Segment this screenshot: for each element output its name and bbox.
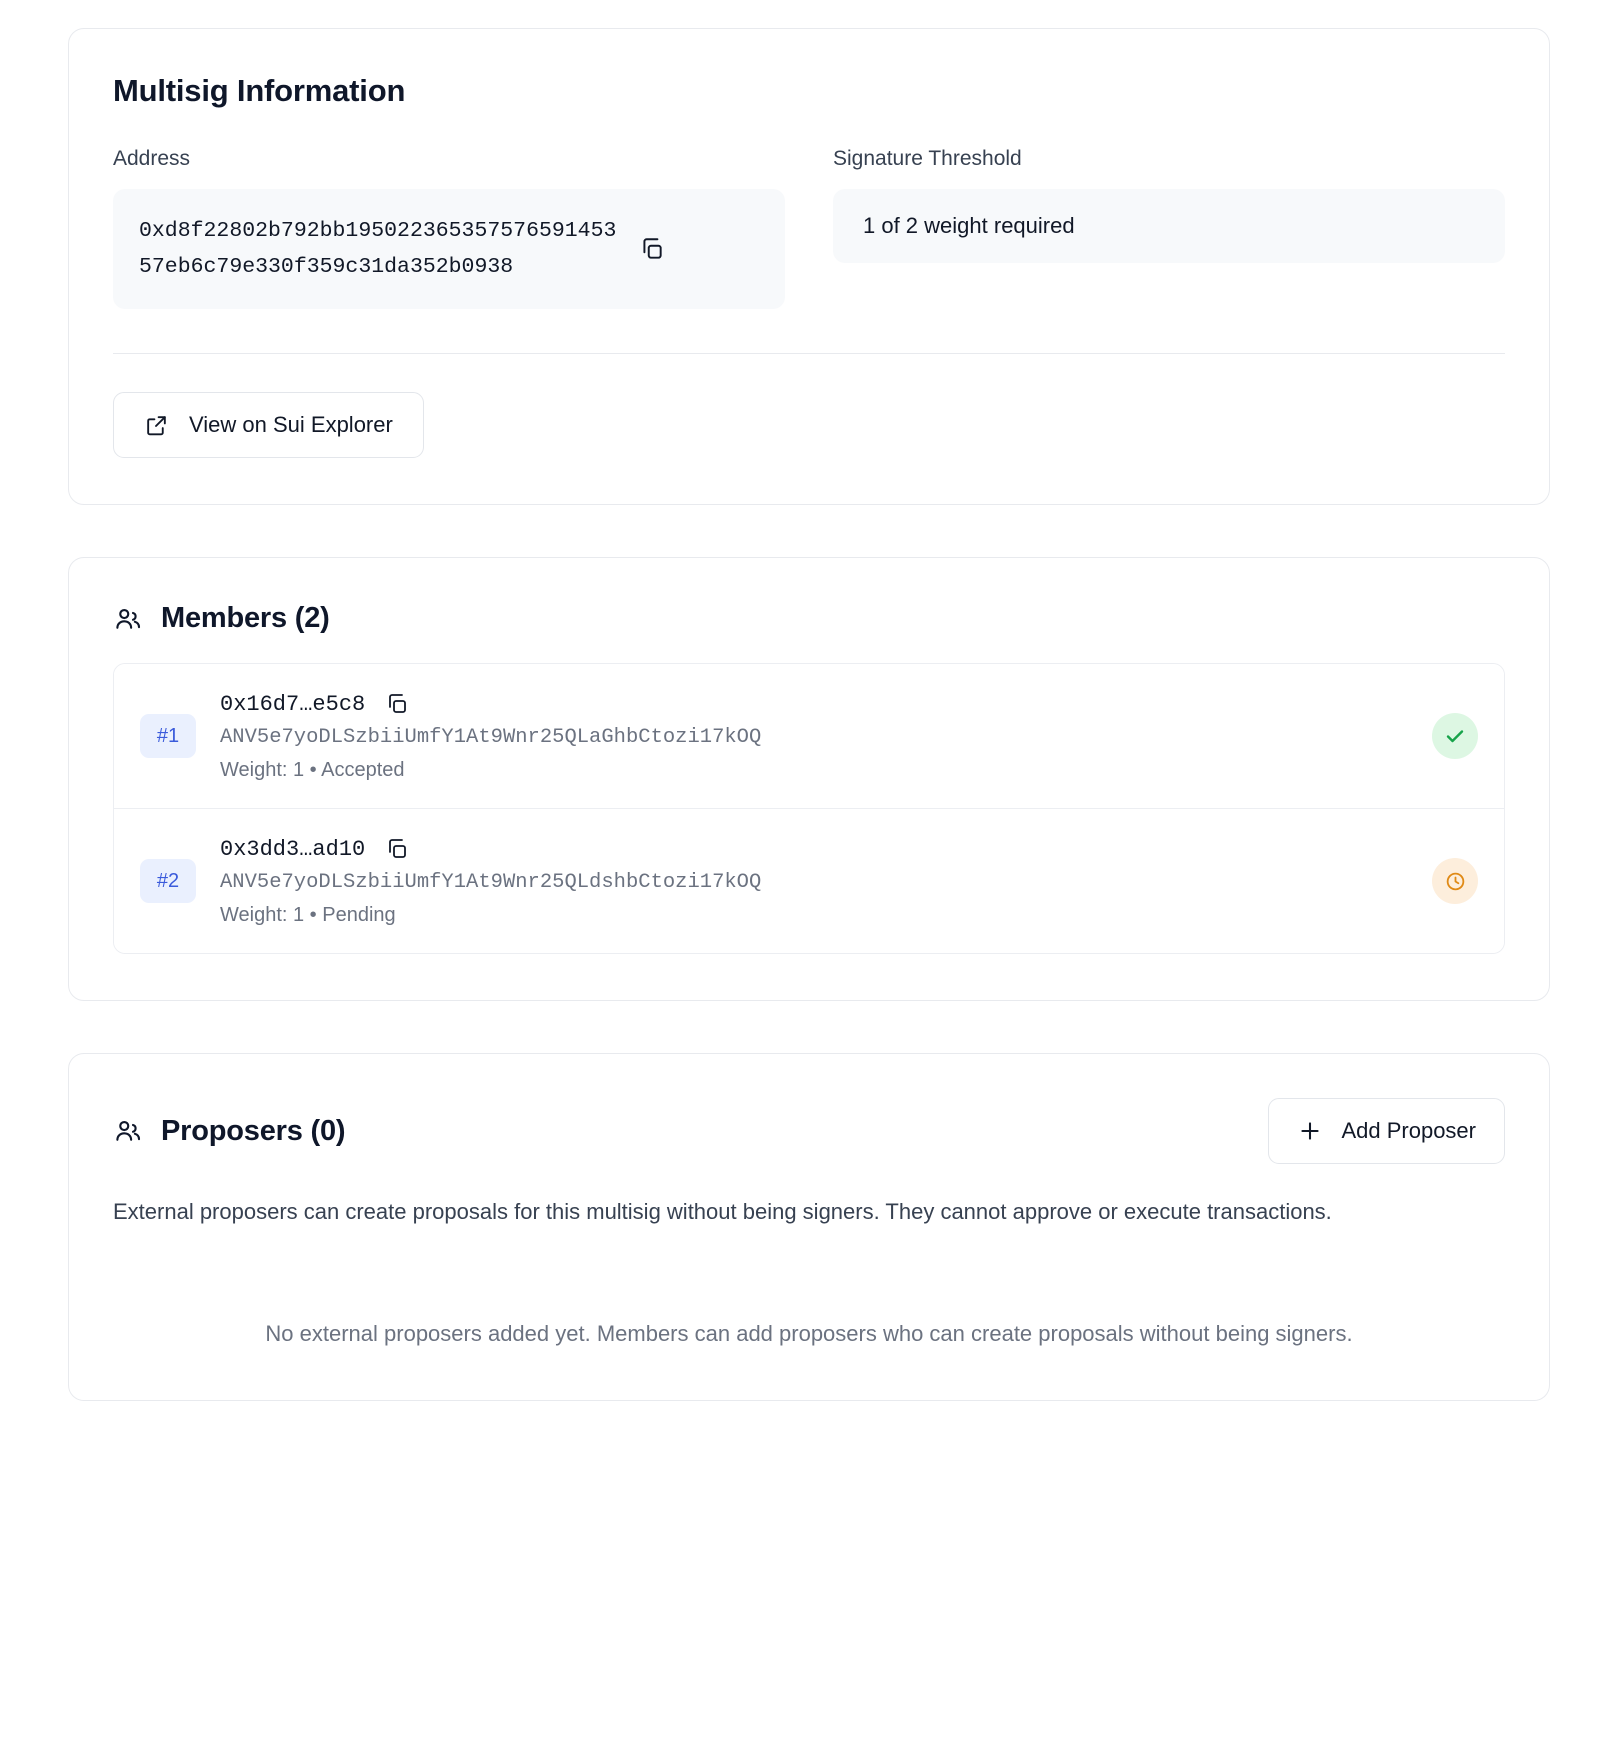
multisig-information-card [68,28,1550,505]
external-link-icon [144,413,169,438]
member-weight-status: Weight: 1 • Pending [220,904,396,926]
table-row[interactable] [114,809,1504,953]
clock-icon [1444,870,1467,893]
proposers-title-group [113,1115,345,1148]
copy-address-button[interactable] [637,234,667,264]
members-title: Members (2) [161,602,330,634]
copy-icon [639,236,665,262]
proposers-empty-state: No external proposers added yet. Members can add proposers who can create proposals without being signers. [265,1321,1353,1346]
proposers-card [68,1053,1550,1401]
members-list [113,663,1505,954]
check-icon [1443,724,1467,748]
member-index-badge: #1 [140,714,196,758]
view-on-sui-explorer-label: View on Sui Explorer [189,412,393,437]
member-address: 0x16d7…e5c8 [220,691,366,717]
signature-threshold-label: Signature Threshold [833,147,1022,170]
members-title-group [113,602,330,635]
view-on-sui-explorer-button[interactable] [113,392,424,458]
members-header [113,602,1505,635]
copy-icon [385,837,409,861]
multisig-info-grid [113,147,1505,309]
users-icon [113,1116,143,1146]
proposers-description: External proposers can create proposals for this multisig without being signers. They cannot approve or execute transactions. [113,1199,1332,1224]
copy-member-address-button[interactable] [383,690,411,718]
member-address-row [220,690,1408,718]
signature-threshold-value-box [833,189,1505,263]
signature-threshold-value: 1 of 2 weight required [863,213,1075,238]
status-badge [1432,713,1478,759]
divider [113,353,1505,354]
proposers-header [113,1098,1505,1164]
table-row[interactable] [114,664,1504,809]
users-icon [113,604,143,634]
member-public-key: ANV5e7yoDLSzbiiUmfY1At9Wnr25QLdshbCtozi17kOQ [220,871,762,894]
address-value-box [113,189,785,309]
signature-threshold-field [833,147,1505,309]
member-weight-status: Weight: 1 • Accepted [220,759,405,781]
member-address-row [220,835,1408,863]
address-label: Address [113,147,191,170]
members-card [68,557,1550,1001]
copy-icon [385,692,409,716]
proposers-title: Proposers (0) [161,1114,346,1147]
member-index-badge: #2 [140,859,196,903]
add-proposer-label: Add Proposer [1341,1118,1476,1143]
address-value: 0xd8f22802b792bb19502236535757659145357eb6c79e330f359c31da352b0938 [139,219,617,279]
page-title: Multisig Information [113,73,406,108]
add-proposer-button[interactable] [1268,1098,1505,1164]
member-details [220,690,1408,782]
member-details [220,835,1408,927]
address-field [113,147,785,309]
plus-icon [1297,1118,1323,1144]
status-badge [1432,858,1478,904]
member-address: 0x3dd3…ad10 [220,836,366,862]
copy-member-address-button[interactable] [383,835,411,863]
member-public-key: ANV5e7yoDLSzbiiUmfY1At9Wnr25QLaGhbCtozi17kOQ [220,726,762,749]
